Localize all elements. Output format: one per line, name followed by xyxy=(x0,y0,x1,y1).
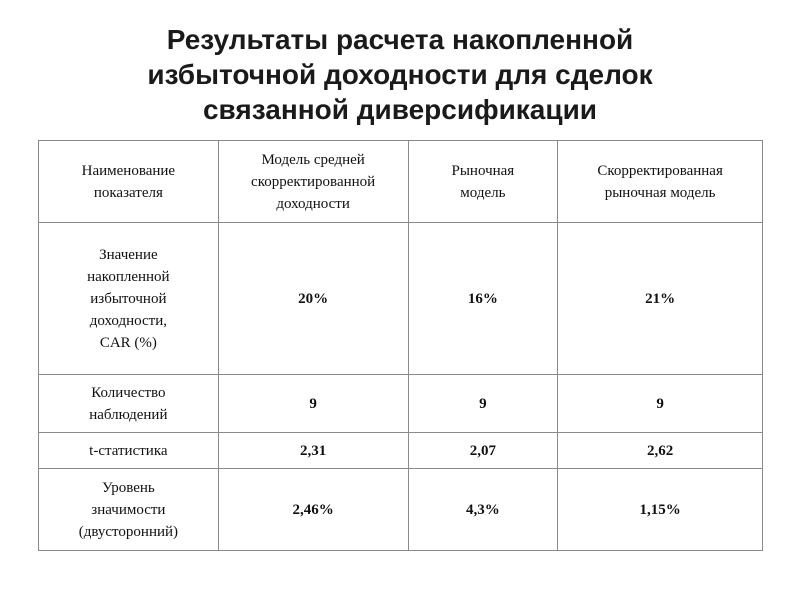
table-cell: 2,07 xyxy=(408,433,558,469)
table-cell: 9 xyxy=(558,375,763,433)
table-cell: 16% xyxy=(408,223,558,375)
table-row xyxy=(39,223,763,375)
table-cell: 21% xyxy=(558,223,763,375)
table-cell: 2,46% xyxy=(218,469,408,551)
table-cell: 20% xyxy=(218,223,408,375)
title-line: связанной диверсификации xyxy=(202,94,598,125)
table-cell: 9 xyxy=(408,375,558,433)
table-row xyxy=(39,375,763,433)
header-market-model: Рыночная модель xyxy=(408,141,558,223)
table-cell: 4,3% xyxy=(408,469,558,551)
row-label: Уровень значимости (двусторонний) xyxy=(39,469,219,551)
header-mean-adjusted-model: Модель средней скорректированной доходности xyxy=(218,141,408,223)
table-header-row xyxy=(39,141,763,223)
table-cell: 2,31 xyxy=(218,433,408,469)
header-adjusted-market-model: Скорректированная рыночная модель xyxy=(558,141,763,223)
results-table xyxy=(38,140,763,551)
table-cell: 9 xyxy=(218,375,408,433)
title-line: избыточной доходности для сделок xyxy=(147,59,653,90)
title-line: Результаты расчета накопленной xyxy=(166,24,634,55)
row-label: Значение накопленной избыточной доходности, CAR (%) xyxy=(39,223,219,375)
table-cell: 2,62 xyxy=(558,433,763,469)
row-label: Количество наблюдений xyxy=(39,375,219,433)
table-cell: 1,15% xyxy=(558,469,763,551)
table-row xyxy=(39,469,763,551)
row-label: t-статистика xyxy=(39,433,219,469)
header-indicator-name: Наименование показателя xyxy=(39,141,219,223)
table-row xyxy=(39,433,763,469)
slide-title xyxy=(0,22,800,127)
